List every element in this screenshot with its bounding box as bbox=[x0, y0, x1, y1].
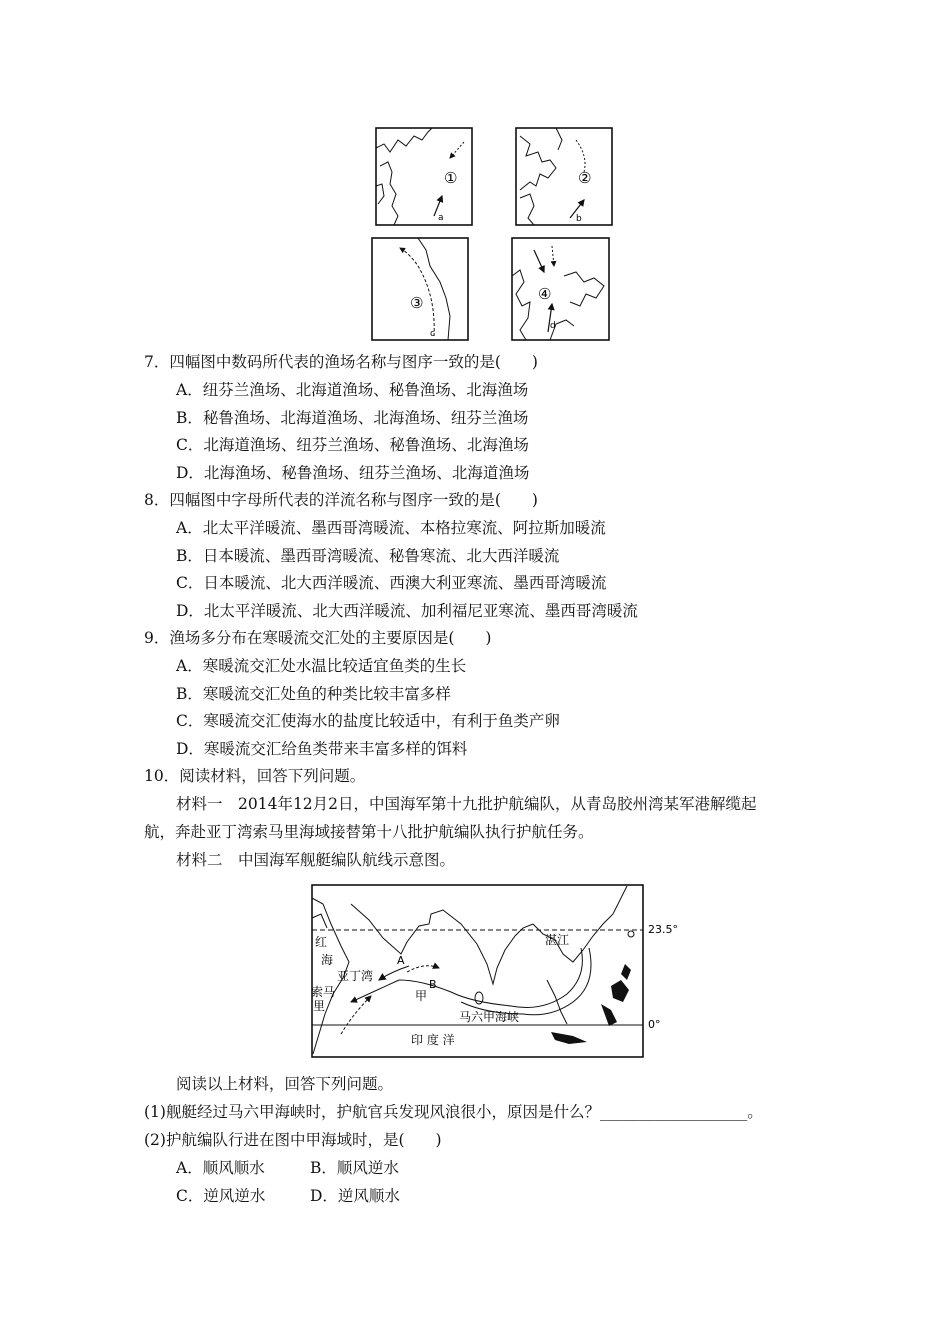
q10-sub2-option-c: C．逆风逆水 bbox=[176, 1187, 266, 1205]
sea-area-jia-label: 甲 bbox=[415, 989, 428, 1003]
q8-option-c: C．日本暖流、北大西洋暖流、西澳大利亚寒流、墨西哥湾暖流 bbox=[176, 574, 607, 592]
navy-route-map bbox=[311, 884, 686, 1060]
q8-stem: 8．四幅图中字母所代表的洋流名称与图序一致的是( ) bbox=[144, 491, 538, 509]
equator-label: 0° bbox=[648, 1018, 661, 1031]
map-3-current-letter: c bbox=[430, 329, 435, 339]
q9-option-d: D．寒暖流交汇给鱼类带来丰富多样的饵料 bbox=[176, 740, 468, 758]
map-4-current-letter: d bbox=[550, 321, 556, 331]
red-sea-label-1: 红 bbox=[315, 935, 328, 949]
q10-stem: 10．阅读材料，回答下列问题。 bbox=[144, 767, 366, 785]
q9-option-c: C．寒暖流交汇使海水的盐度比较适中，有利于鱼类产卵 bbox=[176, 712, 560, 730]
q10-material1-line1: 材料一 2014年12月2日，中国海军第十九批护航编队，从青岛胶州湾某军港解缆起 bbox=[176, 795, 757, 813]
map-3 bbox=[372, 238, 468, 340]
q7-option-c: C．北海道渔场、纽芬兰渔场、秘鲁渔场、北海渔场 bbox=[176, 436, 529, 454]
route-label-a: A bbox=[397, 954, 405, 967]
route-label-b: B bbox=[429, 978, 437, 991]
q9-option-b: B．寒暖流交汇处鱼的种类比较丰富多样 bbox=[176, 685, 451, 703]
q9-option-a: A．寒暖流交汇处水温比较适宜鱼类的生长 bbox=[176, 657, 467, 675]
somalia-label-1: 索马 bbox=[311, 985, 336, 999]
fishing-ground-maps-svg bbox=[370, 126, 615, 342]
indian-ocean-label: 印 度 洋 bbox=[411, 1033, 455, 1047]
q10-material1-line2: 航，奔赴亚丁湾索马里海域接替第十八批护航编队执行护航任务。 bbox=[144, 823, 594, 841]
map-3-number: ③ bbox=[410, 294, 424, 312]
map-1 bbox=[376, 128, 472, 225]
q7-option-b: B．秘鲁渔场、北海道渔场、北海渔场、纽芬兰渔场 bbox=[176, 409, 529, 427]
map-1-number: ① bbox=[444, 169, 458, 187]
map-4-number: ④ bbox=[538, 285, 552, 303]
q7-option-d: D．北海渔场、秘鲁渔场、纽芬兰渔场、北海道渔场 bbox=[176, 464, 530, 482]
navy-route-map-svg bbox=[311, 884, 686, 1060]
q10-sub2-option-a: A．顺风顺水 bbox=[176, 1159, 265, 1177]
somalia-label-2: 里 bbox=[313, 999, 326, 1013]
tropic-label: 23.5° bbox=[648, 923, 678, 936]
q10-sub2: (2)护航编队行进在图中甲海域时，是( ) bbox=[144, 1131, 442, 1149]
map-2 bbox=[516, 128, 612, 225]
q10-sub2-option-b: B．顺风逆水 bbox=[310, 1159, 399, 1177]
q10-sub2-option-d: D．逆风顺水 bbox=[310, 1187, 400, 1205]
map-2-current-letter: b bbox=[576, 214, 582, 224]
q10-sub1: (1)舰艇经过马六甲海峡时，护航官兵发现风浪很小，原因是什么？___________________。 bbox=[144, 1103, 763, 1121]
q7-option-a: A．纽芬兰渔场、北海道渔场、秘鲁渔场、北海渔场 bbox=[176, 381, 529, 399]
map-1-current-letter: a bbox=[438, 213, 444, 223]
q8-option-d: D．北太平洋暖流、北大西洋暖流、加利福尼亚寒流、墨西哥湾暖流 bbox=[176, 602, 638, 620]
q9-stem: 9．渔场多分布在寒暖流交汇处的主要原因是( ) bbox=[144, 629, 492, 647]
q10-material2: 材料二 中国海军舰艇编队航线示意图。 bbox=[176, 851, 456, 869]
red-sea-label-2: 海 bbox=[321, 953, 334, 967]
map-2-number: ② bbox=[578, 169, 592, 187]
malacca-label: 马六甲海峡 bbox=[459, 1010, 520, 1024]
zhanjiang-label: 湛江 bbox=[545, 933, 570, 947]
map-4 bbox=[512, 238, 609, 340]
q8-option-b: B．日本暖流、墨西哥湾暖流、秘鲁寒流、北大西洋暖流 bbox=[176, 547, 560, 565]
q10-read: 阅读以上材料，回答下列问题。 bbox=[176, 1075, 394, 1093]
q8-option-a: A．北太平洋暖流、墨西哥湾暖流、本格拉寒流、阿拉斯加暖流 bbox=[176, 519, 606, 537]
fishing-ground-maps bbox=[370, 126, 615, 342]
gulf-of-aden-label: 亚丁湾 bbox=[337, 969, 374, 983]
q7-stem: 7．四幅图中数码所代表的渔场名称与图序一致的是( ) bbox=[144, 353, 538, 371]
